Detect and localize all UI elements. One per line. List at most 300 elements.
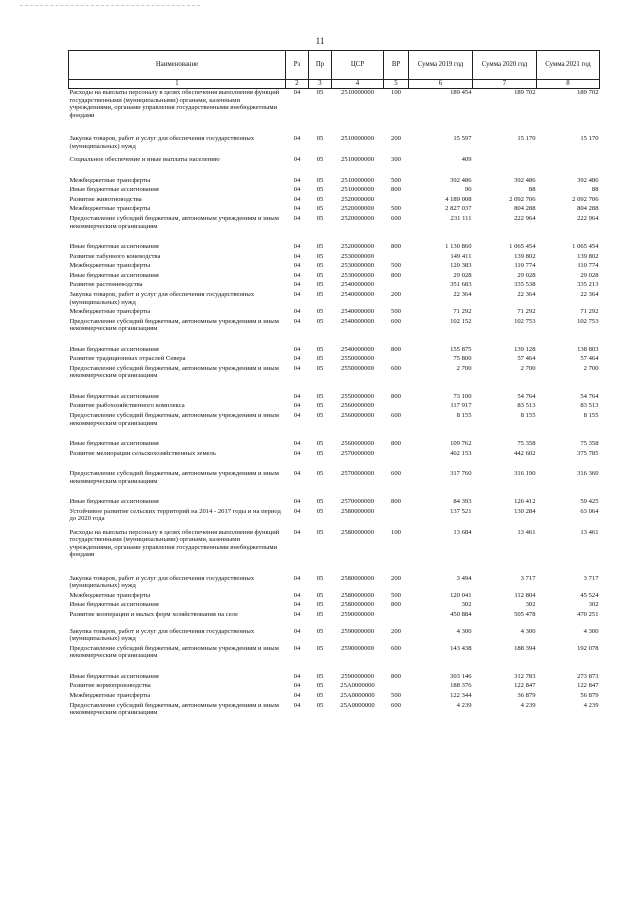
row-rz: 04 (293, 195, 301, 203)
row-sum-2019: 102 152 (450, 317, 472, 325)
row-rz: 04 (293, 682, 301, 690)
row-vr (384, 450, 409, 460)
row-vr: 200 (391, 290, 401, 298)
row-name: Предоставление субсидий бюджетным, автономным учреждениям и иным некоммерческим организациям (69, 214, 279, 230)
row-rz: 04 (293, 591, 301, 599)
row-sum-2019: 137 521 (450, 507, 472, 515)
row-sum-2021: 375 785 (577, 449, 599, 457)
row-vr: 500 (391, 591, 401, 599)
row-sum-2020: 2 092 706 (509, 195, 536, 203)
page-number: 11 (315, 36, 325, 46)
row-pr: 05 (316, 498, 324, 506)
row-pr: 05 (316, 195, 324, 203)
row-sum-2021: 122 847 (577, 682, 599, 690)
row-vr: 200 (391, 627, 401, 635)
row-sum-2021: 2 700 (583, 364, 599, 372)
row-vr (384, 508, 409, 525)
row-rz: 04 (293, 317, 301, 325)
spacer-cell (69, 487, 600, 498)
table-body (69, 89, 600, 719)
spacer-cell (69, 166, 600, 177)
row-sum-2021: 804 288 (577, 205, 599, 213)
row-vr: 800 (391, 672, 401, 680)
spacer-cell (69, 232, 600, 243)
row-sum-2019: 4 189 008 (445, 195, 472, 203)
table-row (69, 692, 600, 702)
row-pr: 05 (316, 449, 324, 457)
row-name: Развитие традиционных отраслей Севера (69, 355, 186, 363)
row-rz: 04 (293, 470, 301, 478)
spacer-cell (69, 662, 600, 673)
row-pr: 05 (316, 392, 324, 400)
table-row (69, 291, 600, 308)
row-name: Предоставление субсидий бюджетным, автономным учреждениям и иным некоммерческим организациям (69, 317, 279, 333)
row-vr: 800 (391, 498, 401, 506)
header-sum-2021: Сумма 2021 год (537, 51, 600, 80)
row-vr (384, 402, 409, 412)
row-sum-2019: 3 494 (456, 574, 472, 582)
row-sum-2021: 8 155 (583, 411, 599, 419)
row-csr: 2510000000 (341, 135, 374, 142)
row-csr: 2540000000 (341, 307, 374, 315)
row-csr: 2560000000 (341, 411, 374, 419)
row-rz: 04 (293, 507, 301, 515)
row-vr: 500 (391, 262, 401, 270)
row-pr: 05 (316, 574, 324, 582)
row-sum-2021: 139 802 (577, 252, 599, 260)
row-vr (384, 196, 409, 206)
row-sum-2020 (473, 156, 537, 166)
row-csr: 2550000000 (341, 364, 374, 372)
column-number: 7 (473, 80, 537, 89)
row-vr: 200 (391, 574, 401, 582)
row-csr: 2580000000 (341, 507, 374, 515)
row-csr: 2520000000 (341, 195, 374, 203)
row-pr: 05 (316, 242, 324, 250)
table-spacer-row (69, 166, 600, 177)
spacer-cell (69, 429, 600, 440)
row-sum-2019: 90 (464, 186, 472, 194)
row-sum-2021: 470 251 (577, 610, 599, 618)
table-spacer-row (69, 382, 600, 393)
row-rz: 04 (293, 214, 301, 222)
table-row (69, 611, 600, 628)
header-rz: Рз (286, 51, 309, 80)
row-sum-2019: 75 800 (453, 355, 472, 363)
row-csr: 2570000000 (341, 449, 374, 457)
row-sum-2021: 3 717 (583, 574, 599, 582)
row-sum-2021: 335 213 (577, 281, 599, 289)
row-pr: 05 (316, 364, 324, 372)
row-pr: 05 (316, 281, 324, 289)
row-name: Иные бюджетные ассигнования (69, 672, 159, 680)
row-name: Развитие кормопроизводства (69, 682, 151, 690)
row-vr: 600 (391, 644, 401, 652)
row-sum-2020: 222 964 (514, 214, 536, 222)
row-sum-2020: 4 239 (520, 701, 536, 709)
row-sum-2020: 88 (528, 186, 536, 194)
row-pr: 05 (316, 644, 324, 652)
row-name: Расходы на выплаты персоналу в целях обеспечения выполнения функций государственными (муниципальными) органами, казенными учреждениями, органами управления государственными внебюджетными фондами (69, 89, 280, 119)
row-sum-2020: 302 (525, 601, 536, 609)
row-sum-2020: 130 284 (514, 507, 536, 515)
row-pr: 05 (316, 214, 324, 222)
row-sum-2020: 392 486 (514, 176, 536, 184)
row-sum-2021 (537, 156, 600, 166)
row-sum-2021: 192 078 (577, 644, 599, 652)
spacer-cell (69, 335, 600, 346)
row-rz: 04 (293, 156, 301, 163)
column-number: 5 (384, 80, 409, 89)
row-sum-2020: 57 464 (517, 355, 536, 363)
table-row (69, 156, 600, 166)
row-csr: 2510000000 (341, 89, 374, 96)
table-row (69, 529, 600, 571)
row-name: Предоставление субсидий бюджетным, автономным учреждениям и иным некоммерческим организациям (69, 701, 279, 717)
row-sum-2019: 29 028 (453, 271, 472, 279)
column-number: 4 (332, 80, 384, 89)
table-row (69, 508, 600, 525)
row-sum-2020: 189 702 (514, 89, 536, 96)
row-pr: 05 (316, 701, 324, 709)
table-row (69, 355, 600, 365)
table-row (69, 135, 600, 152)
row-csr: 2580000000 (341, 601, 374, 609)
row-name: Закупка товаров, работ и услуг для обеспечения государственных (муниципальных) нужд (69, 574, 255, 590)
table-row (69, 601, 600, 611)
row-name: Социальное обеспечение и иные выплаты населению (69, 156, 220, 163)
row-sum-2020: 3 717 (520, 574, 536, 582)
row-csr: 2590000000 (341, 672, 374, 680)
row-vr (384, 682, 409, 692)
row-csr: 2590000000 (341, 610, 374, 618)
row-sum-2019: 120 383 (450, 262, 472, 270)
table-row (69, 412, 600, 429)
row-sum-2020: 110 774 (514, 262, 536, 270)
row-sum-2020: 1 065 454 (509, 242, 536, 250)
row-csr: 25А0000000 (340, 692, 375, 700)
row-sum-2021: 75 358 (580, 439, 599, 447)
row-name: Предоставление субсидий бюджетным, автономным учреждениям и иным некоммерческим организациям (69, 411, 279, 427)
row-pr: 05 (316, 186, 324, 194)
row-sum-2021: 273 873 (577, 672, 599, 680)
row-pr: 05 (316, 307, 324, 315)
table-row (69, 628, 600, 645)
table-row (69, 365, 600, 382)
row-sum-2021: 56 879 (580, 692, 599, 700)
row-vr: 500 (391, 176, 401, 184)
row-sum-2020: 188 394 (514, 644, 536, 652)
row-sum-2020: 335 538 (514, 281, 536, 289)
row-name: Межбюджетные трансферты (69, 307, 151, 315)
budget-table (68, 50, 600, 719)
row-sum-2019: 122 344 (450, 692, 472, 700)
row-csr: 2540000000 (341, 317, 374, 325)
row-name: Межбюджетные трансферты (69, 176, 151, 184)
row-rz: 04 (293, 644, 301, 652)
row-sum-2020: 13 461 (517, 528, 536, 536)
row-rz: 04 (293, 345, 301, 353)
row-vr: 600 (391, 317, 401, 325)
row-pr: 05 (316, 317, 324, 325)
row-vr: 600 (391, 364, 401, 372)
row-name: Иные бюджетные ассигнования (69, 271, 159, 279)
row-rz: 04 (293, 528, 301, 536)
table-row (69, 196, 600, 206)
row-sum-2019: 302 (461, 601, 472, 609)
row-vr: 600 (391, 701, 401, 709)
row-rz: 04 (293, 610, 301, 618)
row-sum-2019: 73 100 (453, 392, 472, 400)
row-sum-2019: 231 111 (450, 214, 472, 222)
row-pr: 05 (316, 176, 324, 184)
row-sum-2020: 139 128 (514, 345, 536, 353)
table-spacer-row (69, 429, 600, 440)
row-sum-2020: 8 155 (520, 411, 536, 419)
row-sum-2019: 149 411 (450, 252, 472, 260)
row-sum-2020: 505 478 (514, 610, 536, 618)
row-sum-2020: 2 700 (520, 364, 536, 372)
row-sum-2021: 2 092 706 (572, 195, 599, 203)
row-sum-2019: 351 683 (450, 281, 472, 289)
row-vr: 800 (391, 439, 401, 447)
header-name: Наименование (69, 51, 286, 80)
row-rz: 04 (293, 627, 301, 635)
table-row (69, 186, 600, 196)
row-rz: 04 (293, 281, 301, 289)
row-sum-2021: 22 364 (580, 290, 599, 298)
row-sum-2019: 409 (461, 156, 472, 163)
row-csr: 2590000000 (341, 627, 374, 635)
row-vr: 600 (391, 214, 401, 222)
row-sum-2020: 22 364 (517, 290, 536, 298)
row-csr: 2580000000 (341, 574, 374, 582)
row-name: Иные бюджетные ассигнования (69, 392, 159, 400)
row-vr: 500 (391, 307, 401, 315)
row-sum-2019: 2 827 037 (445, 205, 472, 213)
row-rz: 04 (293, 176, 301, 184)
row-rz: 04 (293, 364, 301, 372)
row-name: Развитие мелиорации сельскохозяйственных земель (69, 449, 216, 457)
row-sum-2019: 8 155 (456, 411, 472, 419)
row-rz: 04 (293, 601, 301, 609)
row-rz: 04 (293, 186, 301, 194)
row-csr: 2550000000 (341, 355, 374, 363)
row-csr: 2560000000 (341, 402, 374, 410)
row-pr: 05 (316, 627, 324, 635)
row-name: Иные бюджетные ассигнования (69, 498, 159, 506)
row-vr: 500 (391, 692, 401, 700)
row-sum-2019: 120 041 (450, 591, 472, 599)
row-sum-2019: 317 760 (450, 470, 472, 478)
row-pr: 05 (316, 528, 324, 536)
table-row (69, 215, 600, 232)
column-number: 1 (69, 80, 286, 89)
row-sum-2020: 15 170 (517, 135, 536, 142)
row-pr: 05 (316, 205, 324, 213)
row-pr: 05 (316, 89, 324, 96)
row-sum-2020: 312 783 (514, 672, 536, 680)
row-rz: 04 (293, 89, 301, 96)
row-name: Закупка товаров, работ и услуг для обеспечения государственных (муниципальных) нужд (69, 290, 255, 306)
row-csr: 2520000000 (341, 205, 374, 213)
row-pr: 05 (316, 135, 324, 142)
row-csr: 2540000000 (341, 290, 374, 298)
header-csr: ЦСР (332, 51, 384, 80)
table-row (69, 592, 600, 602)
row-sum-2020: 71 292 (517, 307, 536, 315)
row-rz: 04 (293, 290, 301, 298)
row-sum-2021: 45 524 (580, 591, 599, 599)
row-sum-2020: 102 753 (514, 317, 536, 325)
row-name: Предоставление субсидий бюджетным, автономным учреждениям и иным некоммерческим организациям (69, 364, 279, 380)
row-name: Закупка товаров, работ и услуг для обеспечения государственных (муниципальных) нужд (69, 627, 255, 643)
row-name: Иные бюджетные ассигнования (69, 439, 159, 447)
row-rz: 04 (293, 135, 301, 142)
row-pr: 05 (316, 402, 324, 410)
table-spacer-row (69, 335, 600, 346)
row-name: Развитие табунного коневодства (69, 252, 161, 260)
row-sum-2020: 4 300 (520, 627, 536, 635)
table-spacer-row (69, 232, 600, 243)
row-csr: 2550000000 (341, 392, 374, 400)
row-vr: 100 (391, 528, 401, 536)
row-vr (384, 253, 409, 263)
table-row (69, 402, 600, 412)
table-row (69, 673, 600, 683)
row-rz: 04 (293, 262, 301, 270)
row-sum-2019: 155 875 (450, 345, 472, 353)
row-rz: 04 (293, 392, 301, 400)
row-name: Иные бюджетные ассигнования (69, 186, 159, 194)
table-row (69, 393, 600, 403)
row-sum-2019: 1 130 860 (445, 242, 472, 250)
row-vr: 600 (391, 411, 401, 419)
row-sum-2019: 2 700 (456, 364, 472, 372)
row-sum-2020: 54 764 (517, 392, 536, 400)
row-pr: 05 (316, 610, 324, 618)
table-row (69, 682, 600, 692)
row-pr: 05 (316, 290, 324, 298)
row-sum-2021: 71 292 (580, 307, 599, 315)
row-sum-2020: 139 802 (514, 252, 536, 260)
table-row (69, 205, 600, 215)
row-sum-2021: 13 461 (580, 528, 599, 536)
row-sum-2021: 88 (591, 186, 599, 194)
row-sum-2019: 22 364 (453, 290, 472, 298)
row-sum-2021: 102 753 (577, 317, 599, 325)
row-sum-2020: 83 513 (517, 402, 536, 410)
table-row (69, 575, 600, 592)
table-row (69, 645, 600, 662)
row-csr: 25А0000000 (340, 682, 375, 690)
column-number: 6 (409, 80, 473, 89)
header-pr: Пр (309, 51, 332, 80)
spacer-cell (69, 459, 600, 470)
table-row (69, 243, 600, 253)
row-sum-2019: 143 438 (450, 644, 472, 652)
row-sum-2021: 222 964 (577, 214, 599, 222)
row-sum-2021: 138 803 (577, 345, 599, 353)
spacer-cell (69, 382, 600, 393)
row-sum-2021: 189 702 (577, 89, 599, 96)
row-sum-2019: 188 376 (450, 682, 472, 690)
row-sum-2021: 392 486 (577, 176, 599, 184)
row-vr: 200 (391, 135, 401, 142)
row-name: Расходы на выплаты персоналу в целях обеспечения выполнения функций государственными (муниципальными) органами, казенными учреждениями, органами управления государственными внебюджетными фондами (69, 528, 280, 559)
column-number: 8 (537, 80, 600, 89)
header-vr: ВР (384, 51, 409, 80)
row-vr: 100 (391, 89, 401, 96)
row-sum-2019: 303 146 (450, 672, 472, 680)
row-csr: 2510000000 (341, 176, 374, 184)
row-rz: 04 (293, 498, 301, 506)
row-sum-2019: 450 884 (450, 610, 472, 618)
row-sum-2019: 109 762 (450, 439, 472, 447)
row-sum-2019: 117 917 (450, 402, 472, 410)
row-csr: 2580000000 (341, 528, 374, 536)
row-sum-2021: 59 425 (580, 498, 599, 506)
row-sum-2019: 402 153 (450, 449, 472, 457)
row-pr: 05 (316, 682, 324, 690)
row-sum-2019: 13 684 (453, 528, 472, 536)
row-csr: 2530000000 (341, 271, 374, 279)
row-sum-2020: 36 879 (517, 692, 536, 700)
row-pr: 05 (316, 262, 324, 270)
row-rz: 04 (293, 355, 301, 363)
row-csr: 2570000000 (341, 498, 374, 506)
row-name: Иные бюджетные ассигнования (69, 601, 159, 609)
row-sum-2019: 4 239 (456, 701, 472, 709)
row-vr: 800 (391, 392, 401, 400)
row-vr: 300 (391, 156, 401, 163)
row-pr: 05 (316, 355, 324, 363)
row-rz: 04 (293, 242, 301, 250)
table-row (69, 177, 600, 187)
row-rz: 04 (293, 271, 301, 279)
row-vr (384, 611, 409, 628)
row-pr: 05 (316, 507, 324, 515)
row-name: Развитие животноводства (69, 195, 142, 203)
row-vr: 800 (391, 345, 401, 353)
row-sum-2021: 15 170 (580, 135, 599, 142)
row-sum-2021: 110 774 (577, 262, 599, 270)
row-name: Развитие рыбохозяйственного комплекса (69, 402, 185, 410)
row-csr: 2540000000 (341, 281, 374, 289)
table-row (69, 281, 600, 291)
row-sum-2021: 316 360 (577, 470, 599, 478)
table-row (69, 272, 600, 282)
table-row (69, 262, 600, 272)
row-sum-2020: 122 847 (514, 682, 536, 690)
column-number: 3 (309, 80, 332, 89)
header-row (69, 51, 600, 80)
row-pr: 05 (316, 271, 324, 279)
row-rz: 04 (293, 252, 301, 260)
row-name: Межбюджетные трансферты (69, 591, 151, 599)
row-sum-2021: 4 239 (583, 701, 599, 709)
row-sum-2021: 29 028 (580, 271, 599, 279)
row-sum-2019: 392 486 (450, 176, 472, 184)
table-row (69, 440, 600, 450)
row-name: Межбюджетные трансферты (69, 692, 151, 700)
table-row (69, 89, 600, 132)
row-sum-2020: 442 602 (514, 449, 536, 457)
row-sum-2019: 4 300 (456, 627, 472, 635)
row-rz: 04 (293, 307, 301, 315)
row-pr: 05 (316, 692, 324, 700)
table-spacer-row (69, 662, 600, 673)
